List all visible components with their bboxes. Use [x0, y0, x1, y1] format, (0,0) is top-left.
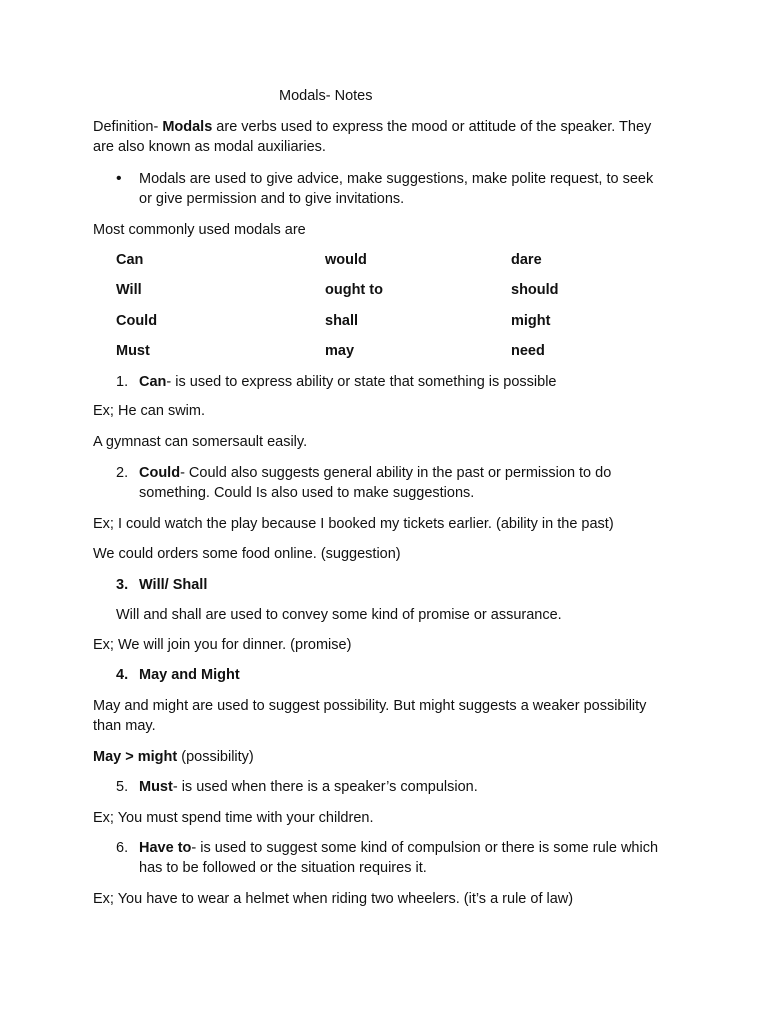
section-3-text: Will and shall are used to convey some kind of promise or assurance. [116, 607, 562, 623]
section-4-line-1: May and might are used to suggest possibility. But might suggests a weaker possibility [93, 698, 647, 714]
section-2-line-2: something. Could Is also used to make suggestions. [139, 485, 475, 501]
section-2-number: 2. [116, 465, 129, 481]
section-6-line-2: has to be followed or the situation requires it. [139, 860, 427, 876]
modal-cell: Can [116, 252, 144, 268]
section-4-comparison-bold: May > might [93, 749, 178, 765]
section-6-text: - is used to suggest some kind of compulsion or there is some rule which [191, 840, 659, 856]
section-5-term: Must [139, 779, 173, 795]
modal-cell: might [511, 313, 551, 329]
definition-term: Modals [162, 119, 213, 135]
section-6-term: Have to [139, 840, 192, 856]
section-6-number: 6. [116, 840, 129, 856]
section-4-comparison [93, 747, 683, 768]
section-2-example-2: We could orders some food online. (suggestion) [93, 546, 401, 562]
modal-cell: Could [116, 313, 158, 329]
section-1-example-1: Ex; He can swim. [93, 403, 205, 419]
bullet-dot-icon: • [116, 170, 122, 187]
modal-cell: should [511, 282, 559, 298]
modal-cell: would [325, 252, 367, 268]
section-3-heading [139, 575, 679, 596]
section-2-line-1 [139, 463, 679, 484]
section-4-line-2: than may. [93, 718, 156, 734]
modal-cell: need [511, 343, 545, 359]
section-2-example-1: Ex; I could watch the play because I booked my tickets earlier. (ability in the past) [93, 516, 614, 532]
bullet-line-1: Modals are used to give advice, make suggestions, make polite request, to seek [139, 171, 654, 187]
section-4-heading [139, 665, 679, 686]
section-5-example: Ex; You must spend time with your children. [93, 810, 374, 826]
page-title: Modals- Notes [279, 88, 373, 104]
section-4-comparison-note: (possibility) [181, 749, 254, 765]
modal-cell: ought to [325, 282, 383, 298]
section-3-example: Ex; We will join you for dinner. (promise) [93, 637, 352, 653]
section-1-number: 1. [116, 374, 129, 390]
definition-prefix: Definition- [93, 119, 159, 135]
section-6-example: Ex; You have to wear a helmet when riding two wheelers. (it’s a rule of law) [93, 891, 574, 907]
section-2-term: Could [139, 465, 181, 481]
section-5-line [139, 777, 679, 798]
modal-cell: Will [116, 282, 142, 298]
section-5-text: - is used when there is a speaker’s compulsion. [172, 779, 478, 795]
section-6-line-1 [139, 838, 679, 859]
section-4-term: May and Might [139, 667, 240, 683]
modal-cell: Must [116, 343, 150, 359]
section-3-term: Will/ Shall [139, 577, 208, 593]
bullet-line-2: or give permission and to give invitations. [139, 191, 405, 207]
modal-cell: dare [511, 252, 542, 268]
modal-cell: shall [325, 313, 359, 329]
section-5-number: 5. [116, 779, 129, 795]
section-1-text: - is used to express ability or state that something is possible [166, 374, 557, 390]
definition-line-2: are also known as modal auxiliaries. [93, 139, 326, 155]
section-3-number: 3. [116, 577, 129, 593]
section-1-example-2: A gymnast can somersault easily. [93, 434, 308, 450]
section-1-term: Can [139, 374, 167, 390]
common-modals-intro: Most commonly used modals are [93, 222, 306, 238]
section-4-number: 4. [116, 667, 129, 683]
definition-line-1 [93, 117, 683, 138]
section-2-text: - Could also suggests general ability in the past or permission to do [180, 465, 612, 481]
modal-cell: may [325, 343, 355, 359]
section-1-line [139, 372, 679, 393]
definition-text: are verbs used to express the mood or attitude of the speaker. They [216, 119, 652, 135]
